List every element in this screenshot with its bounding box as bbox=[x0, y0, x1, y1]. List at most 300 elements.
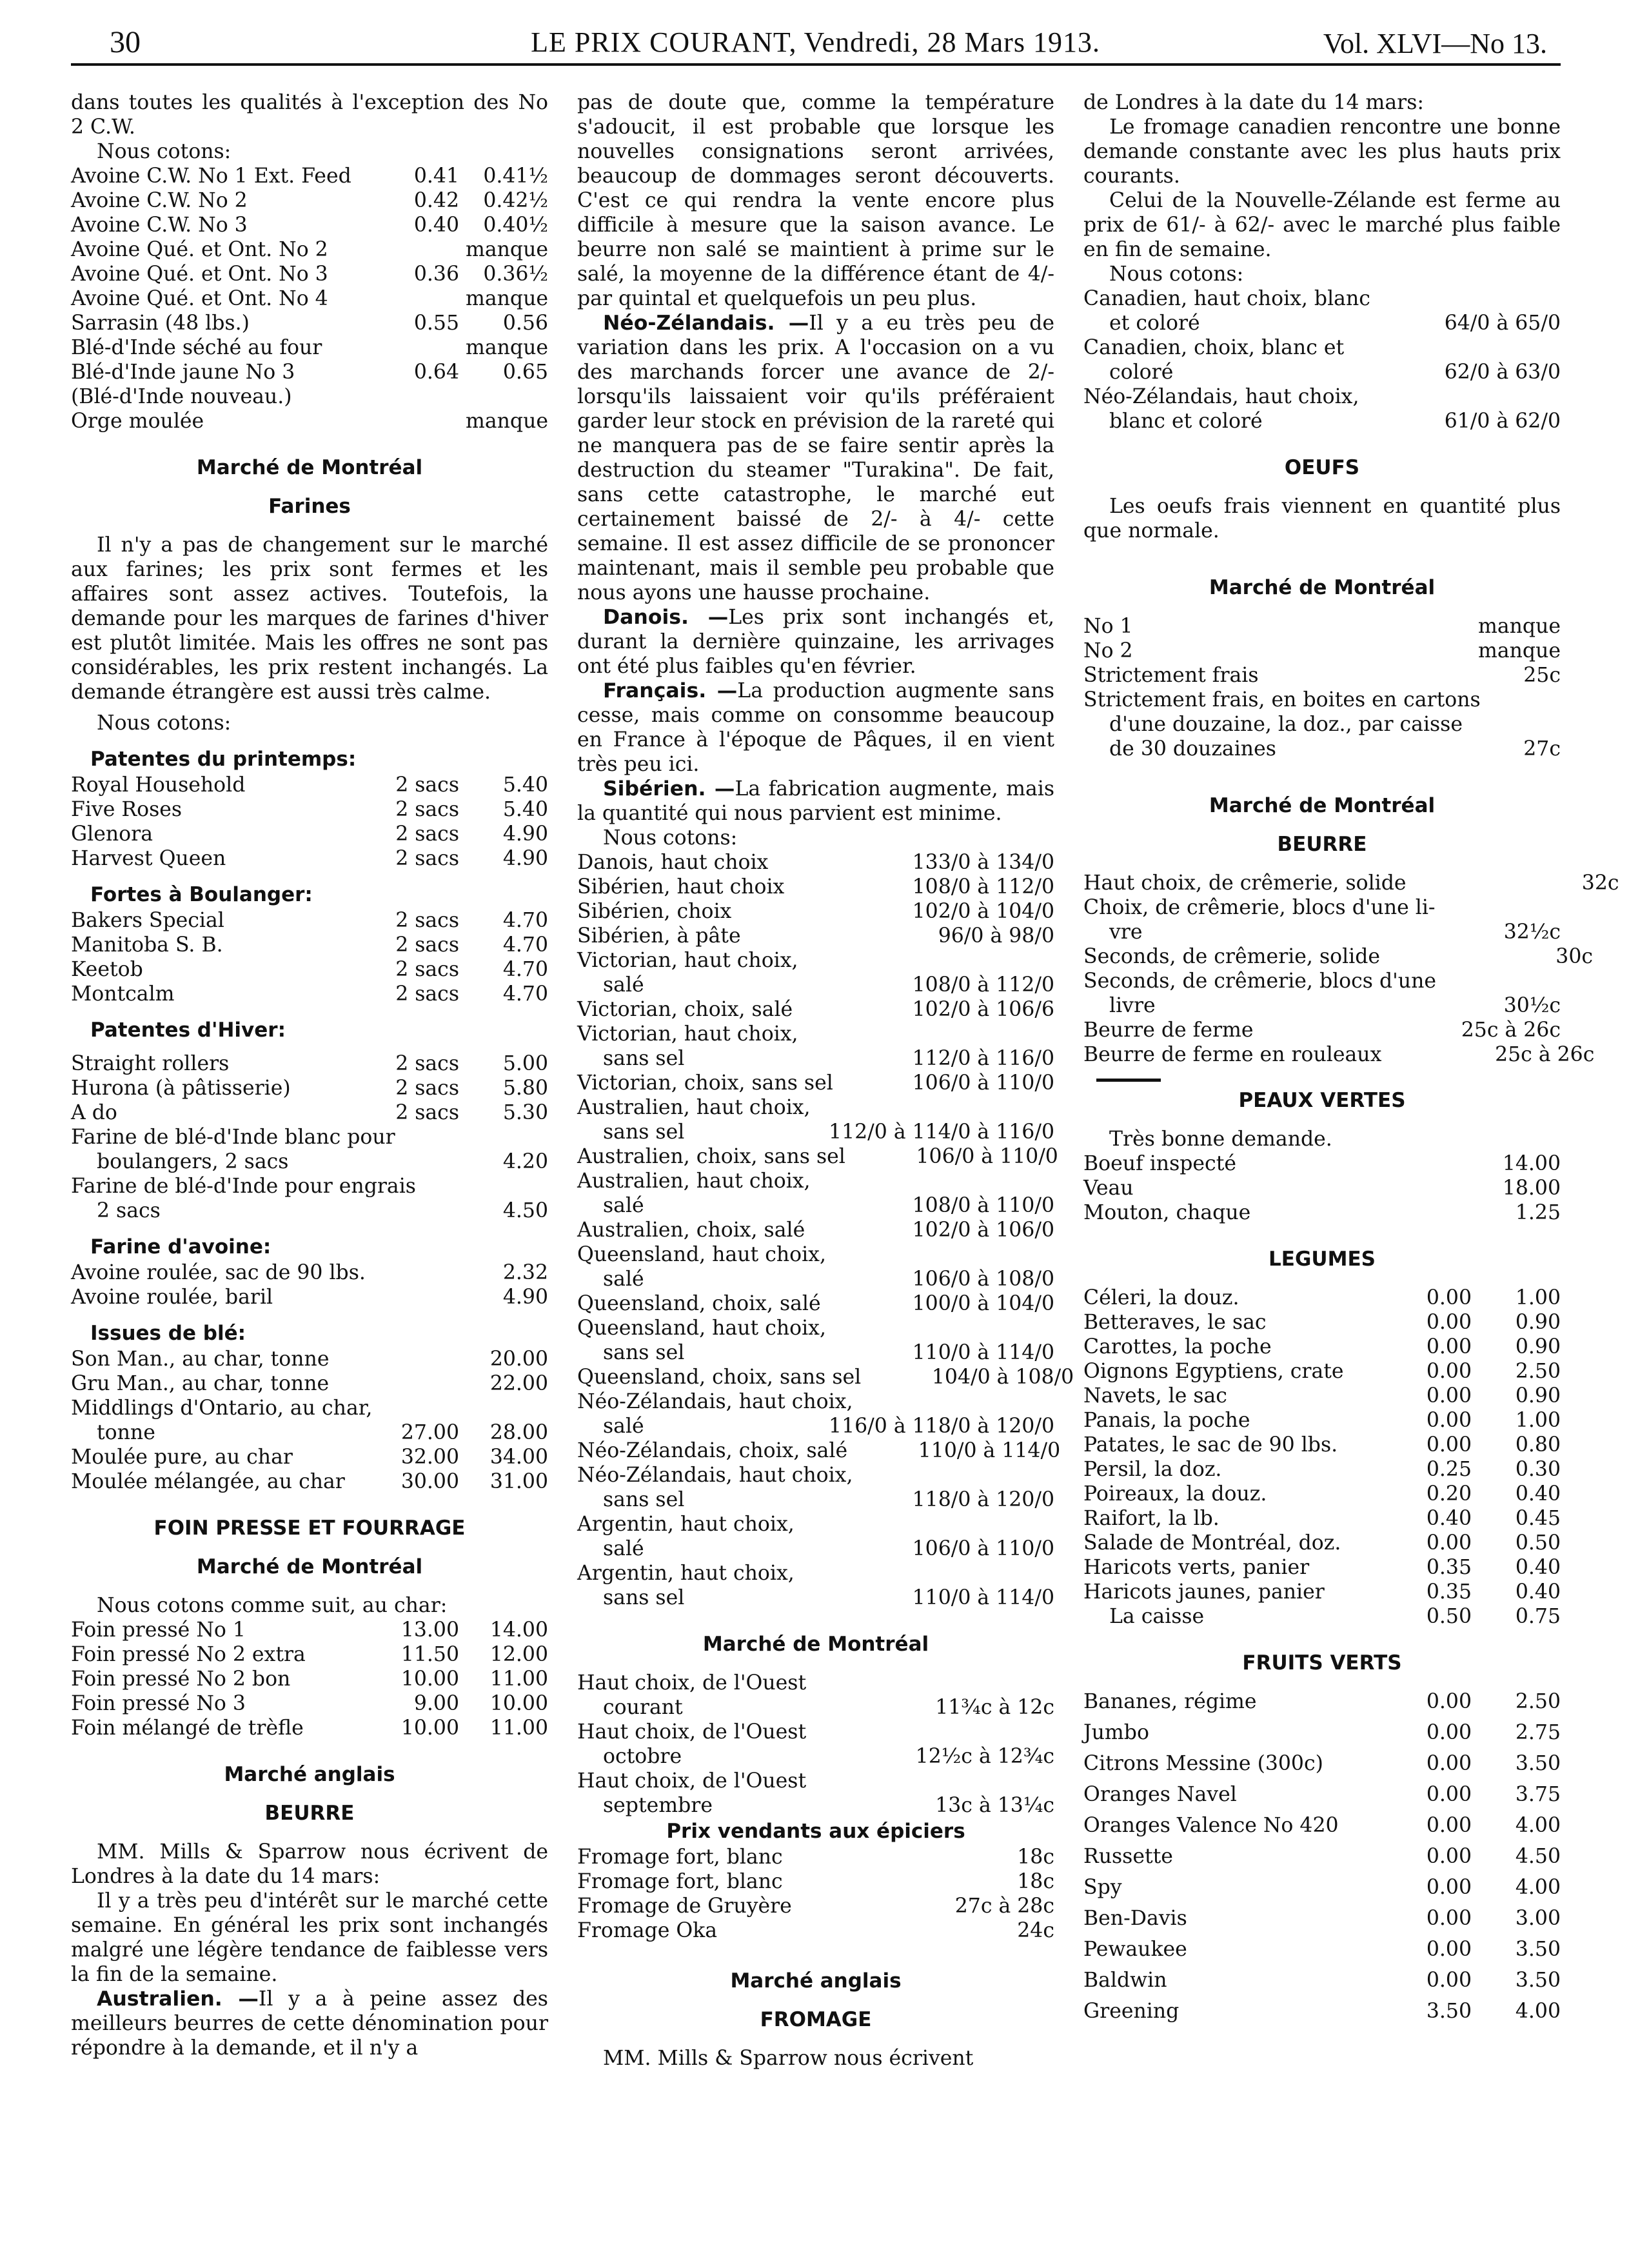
section-heading: Marché anglais bbox=[730, 1969, 902, 1993]
row-label: No 2 bbox=[1083, 639, 1133, 662]
row-price-high: 0.36½ bbox=[483, 263, 548, 286]
paragraph bbox=[71, 1987, 548, 2060]
row-price bbox=[1370, 286, 1583, 311]
row-label: sans sel bbox=[603, 1120, 685, 1144]
row-label: sans sel bbox=[603, 1341, 685, 1364]
row-price-low: 0.00 bbox=[1426, 1409, 1472, 1432]
row-price-low bbox=[364, 237, 466, 262]
row-label: sans sel bbox=[603, 1488, 685, 1511]
section-heading: Prix vendants aux épiciers bbox=[666, 1820, 965, 1843]
subheading: Patentes d'Hiver: bbox=[90, 1019, 286, 1042]
row-price-low: 0.36 bbox=[413, 263, 459, 286]
row-price: manque bbox=[1477, 615, 1561, 638]
lead-in: Français. — bbox=[603, 679, 738, 702]
paragraph: MM. Mills & Sparrow nous écrivent de Londres à la date du 14 mars: bbox=[71, 1840, 548, 1888]
row-price: 13c à 13¼c bbox=[935, 1794, 1054, 1817]
row-label: Carottes, la poche bbox=[1083, 1335, 1272, 1358]
price-row bbox=[71, 1051, 548, 1076]
price-row bbox=[577, 1340, 1054, 1365]
price-row bbox=[577, 1561, 1054, 1586]
price-row bbox=[71, 822, 548, 846]
price-row bbox=[577, 1894, 1054, 1918]
row-label: Queensland, haut choix, bbox=[577, 1243, 826, 1266]
row-price-low: 2 sacs bbox=[395, 798, 459, 821]
price-row bbox=[1083, 1042, 1595, 1067]
newspaper-title: LE PRIX COURANT, Vendredi, 28 Mars 1913. bbox=[531, 26, 1100, 58]
price-row bbox=[577, 1463, 1054, 1487]
price-row bbox=[1083, 1813, 1561, 1838]
row-label: Glenora bbox=[71, 822, 153, 846]
row-price-high: 3.50 bbox=[1515, 1752, 1561, 1775]
price-row bbox=[577, 1414, 1054, 1438]
price-row bbox=[1083, 1604, 1561, 1629]
price-row bbox=[1083, 1384, 1561, 1408]
price-row bbox=[577, 1169, 1054, 1193]
row-price: 110/0 à 114/0 bbox=[912, 1586, 1054, 1609]
price-row bbox=[577, 1695, 1054, 1720]
row-price-low: 11.50 bbox=[400, 1643, 459, 1666]
price-row bbox=[1083, 1844, 1561, 1869]
price-row bbox=[71, 213, 548, 237]
row-label: Haricots jaunes, panier bbox=[1083, 1580, 1325, 1604]
row-label: Hurona (à pâtisserie) bbox=[71, 1077, 291, 1100]
row-label: Oignons Egyptiens, crate bbox=[1083, 1360, 1344, 1383]
row-price: 32c bbox=[1581, 871, 1619, 895]
price-row bbox=[71, 335, 548, 360]
price-row bbox=[1083, 944, 1594, 969]
farine-ble-blanc bbox=[71, 1125, 548, 1174]
price-row bbox=[1083, 1506, 1561, 1531]
row-label: Seconds, de crêmerie, solide bbox=[1083, 945, 1381, 968]
price-list-oeufs bbox=[1083, 614, 1561, 688]
row-price-high: 0.41½ bbox=[483, 164, 548, 188]
price-list-peaux bbox=[1083, 1151, 1561, 1225]
section-heading: Marché de Montréal bbox=[196, 1555, 423, 1578]
row-label: Australien, haut choix, bbox=[577, 1169, 811, 1193]
row-price-high: 5.40 bbox=[502, 773, 548, 797]
row-price-low: 0.50 bbox=[1426, 1605, 1472, 1628]
row-label: Jumbo bbox=[1083, 1721, 1149, 1744]
row-label: Avoine Qué. et Ont. No 3 bbox=[71, 263, 328, 286]
lead-in: Danois. — bbox=[603, 606, 729, 629]
price-row bbox=[71, 1285, 548, 1309]
column-1 bbox=[71, 90, 548, 2060]
row-label: tonne bbox=[97, 1421, 155, 1444]
row-price: 27c à 28c bbox=[954, 1895, 1054, 1918]
row-price-high: 1.00 bbox=[1515, 1409, 1561, 1432]
row-label: Néo-Zélandais, haut choix, bbox=[577, 1464, 853, 1487]
row-price-low: 0.40 bbox=[1426, 1507, 1472, 1530]
row-price: 18c bbox=[1017, 1845, 1054, 1869]
row-label: Middlings d'Ontario, au char, bbox=[71, 1397, 373, 1420]
row-price bbox=[842, 948, 1054, 973]
price-row bbox=[577, 997, 1054, 1022]
row-price-high: 0.80 bbox=[1515, 1433, 1561, 1457]
row-price: 25c à 26c bbox=[1495, 1043, 1595, 1066]
price-row bbox=[71, 311, 548, 335]
price-list-beurre-londres bbox=[577, 850, 1074, 1610]
price-row bbox=[1083, 1408, 1561, 1433]
price-row bbox=[71, 933, 548, 957]
price-row bbox=[577, 1438, 1061, 1463]
row-label: septembre bbox=[603, 1794, 713, 1817]
price-row bbox=[1083, 1335, 1561, 1359]
row-label: Farine de blé-d'Inde pour engrais bbox=[71, 1175, 416, 1198]
row-label: (Blé-d'Inde nouveau.) bbox=[71, 385, 292, 408]
price-row bbox=[71, 409, 548, 433]
row-label: salé bbox=[603, 973, 644, 997]
row-label: Montcalm bbox=[71, 982, 175, 1006]
row-price: manque bbox=[1477, 639, 1561, 662]
row-price-low: 0.00 bbox=[1426, 1752, 1472, 1775]
row-label: A do bbox=[71, 1101, 117, 1124]
price-row bbox=[1083, 993, 1561, 1018]
row-price-low: 9.00 bbox=[413, 1692, 459, 1715]
paragraph: dans toutes les qualités à l'exception des No 2 C.W. bbox=[71, 91, 548, 139]
price-row bbox=[1083, 1999, 1561, 2024]
paragraph: Nous cotons: bbox=[1109, 263, 1244, 286]
row-price-high: 2.75 bbox=[1515, 1721, 1561, 1744]
row-price-high: 3.00 bbox=[1515, 1907, 1561, 1930]
price-row bbox=[577, 1242, 1054, 1267]
price-row bbox=[71, 188, 548, 213]
row-price: 106/0 à 110/0 bbox=[916, 1145, 1058, 1168]
row-price-high: 0.90 bbox=[1515, 1311, 1561, 1334]
price-row bbox=[577, 1365, 1074, 1389]
row-price-high: 4.00 bbox=[1515, 1814, 1561, 1837]
row-price: 112/0 à 116/0 bbox=[912, 1047, 1054, 1070]
row-price: 24c bbox=[1017, 1919, 1054, 1942]
price-list-fortes bbox=[71, 908, 548, 1006]
row-label: Salade de Montréal, doz. bbox=[1083, 1531, 1341, 1555]
price-row bbox=[577, 1671, 1054, 1695]
row-price-high: 4.50 bbox=[1515, 1845, 1561, 1868]
price-row bbox=[71, 797, 548, 822]
row-label: Céleri, la douz. bbox=[1083, 1286, 1239, 1309]
row-price: 30½c bbox=[1503, 994, 1561, 1017]
price-list-beurre bbox=[1083, 871, 1619, 1067]
row-label: salé bbox=[603, 1415, 644, 1438]
row-label: Foin pressé No 3 bbox=[71, 1692, 246, 1715]
row-label: Royal Household bbox=[71, 773, 246, 797]
price-row bbox=[577, 1512, 1054, 1537]
price-list-moulee bbox=[71, 1445, 548, 1494]
row-price-low: 0.41 bbox=[413, 164, 459, 188]
row-price-low: 2 sacs bbox=[395, 958, 459, 981]
paragraph: Il y a très peu d'intérêt sur le marché cette semaine. En général les prix sont inchangés malgré une légère tendance de faiblesse vers la fin de la semaine. bbox=[71, 1889, 548, 1986]
row-label: Sibérien, à pâte bbox=[577, 924, 741, 948]
row-price-low: 0.20 bbox=[1426, 1482, 1472, 1506]
row-label: Blé-d'Inde jaune No 3 bbox=[71, 361, 295, 384]
row-price-low: 0.00 bbox=[1426, 1907, 1472, 1930]
price-row bbox=[1083, 1875, 1561, 1900]
row-label: Gru Man., au char, tonne bbox=[71, 1372, 330, 1395]
section-heading: Marché de Montréal bbox=[196, 456, 423, 479]
paragraph: Il n'y a pas de changement sur le marché aux farines; les prix sont fermes et les affaires sont assez actives. Toutefois, la demande pour les marques de farines d'hiver est plutôt limitée. Mais les offres ne sont pas considérables, les prix restent inchangés. La demande étrangère est aussi très calme. bbox=[71, 533, 548, 704]
row-price-low: 0.35 bbox=[1426, 1556, 1472, 1579]
row-label: Betteraves, le sac bbox=[1083, 1311, 1267, 1334]
row-price bbox=[853, 1463, 1065, 1487]
price-row bbox=[1083, 384, 1561, 409]
paragraph: Nous cotons: bbox=[97, 711, 232, 735]
row-label: Victorian, choix, salé bbox=[577, 998, 793, 1021]
row-label: Foin pressé No 2 extra bbox=[71, 1643, 306, 1666]
row-price-high: 0.90 bbox=[1515, 1384, 1561, 1408]
row-price: 96/0 à 98/0 bbox=[938, 924, 1054, 948]
row-label: coloré bbox=[1109, 361, 1174, 384]
row-label: Haut choix, de l'Ouest bbox=[577, 1671, 807, 1695]
row-price-high: 2.32 bbox=[502, 1261, 548, 1284]
row-price: 102/0 à 104/0 bbox=[912, 900, 1054, 923]
price-row bbox=[71, 1445, 548, 1469]
row-price-high: manque bbox=[465, 238, 548, 261]
price-row bbox=[71, 1347, 548, 1371]
row-price-low: 0.00 bbox=[1426, 1969, 1472, 1992]
price-row bbox=[1083, 871, 1619, 895]
row-price-low: 0.64 bbox=[413, 361, 459, 384]
row-label: Keetob bbox=[71, 958, 143, 981]
row-price-low: 0.00 bbox=[1426, 1814, 1472, 1837]
row-price-high: 22.00 bbox=[489, 1372, 548, 1395]
price-row bbox=[1083, 895, 1561, 920]
row-label: Fromage de Gruyère bbox=[577, 1895, 792, 1918]
price-row bbox=[71, 286, 548, 311]
row-price-low: 0.25 bbox=[1426, 1458, 1472, 1481]
row-price-high: 4.70 bbox=[502, 982, 548, 1006]
row-label: boulangers, 2 sacs bbox=[97, 1150, 289, 1173]
row-label: Baldwin bbox=[1083, 1969, 1167, 1992]
row-label: Straight rollers bbox=[71, 1052, 230, 1075]
row-price-high: 4.00 bbox=[1515, 1876, 1561, 1899]
row-label: Son Man., au char, tonne bbox=[71, 1348, 330, 1371]
row-label: Moulée mélangée, au char bbox=[71, 1470, 345, 1493]
row-price-high: 34.00 bbox=[489, 1446, 548, 1469]
paragraph: Celui de la Nouvelle-Zélande est ferme au prix de 61/- à 62/- avec le marché plus faible en fin de semaine. bbox=[1083, 189, 1561, 261]
row-price-high: 12.00 bbox=[489, 1643, 548, 1666]
paragraph-text: La production augmente sans cesse, mais comme on consomme beaucoup en France à l'époque de Pâques, il en vient très peu ici. bbox=[577, 679, 1054, 776]
row-label: Navets, le sac bbox=[1083, 1384, 1227, 1408]
row-price bbox=[853, 1389, 1065, 1414]
row-price-low: 2 sacs bbox=[395, 1101, 459, 1124]
price-row bbox=[577, 875, 1054, 899]
row-price-low: 0.00 bbox=[1426, 1845, 1472, 1868]
row-label: Canadien, choix, blanc et bbox=[1083, 336, 1345, 359]
row-price-low: 2 sacs bbox=[395, 909, 459, 932]
column-2 bbox=[577, 90, 1074, 2071]
price-row bbox=[1083, 409, 1561, 433]
paragraph: Très bonne demande. bbox=[1109, 1128, 1332, 1151]
row-price: 106/0 à 108/0 bbox=[912, 1268, 1054, 1291]
price-row bbox=[1083, 1457, 1561, 1482]
row-price-low: 10.00 bbox=[400, 1667, 459, 1691]
row-price-low: 27.00 bbox=[400, 1421, 459, 1444]
row-price bbox=[842, 1316, 1054, 1340]
row-label: Queensland, choix, salé bbox=[577, 1292, 821, 1315]
price-row bbox=[1083, 1176, 1561, 1200]
paragraph: Nous cotons comme suit, au char: bbox=[97, 1594, 448, 1617]
row-price: 64/0 à 65/0 bbox=[1444, 312, 1561, 335]
row-price-high: 4.70 bbox=[502, 933, 548, 957]
page-number: 30 bbox=[110, 25, 141, 59]
row-label: Bakers Special bbox=[71, 909, 224, 932]
row-price-high: 0.42½ bbox=[483, 189, 548, 212]
price-row bbox=[71, 908, 548, 933]
row-price-high: 5.40 bbox=[502, 798, 548, 821]
column-3 bbox=[1083, 90, 1619, 2030]
price-row bbox=[1083, 1968, 1561, 1993]
row-label: Victorian, haut choix, bbox=[577, 949, 798, 972]
row-price-high bbox=[471, 384, 548, 409]
row-label: Haut choix, de l'Ouest bbox=[577, 1720, 807, 1744]
price-row bbox=[1083, 1906, 1561, 1931]
price-row bbox=[1083, 1482, 1561, 1506]
row-label: Fromage fort, blanc bbox=[577, 1870, 783, 1893]
row-label: Australien, choix, salé bbox=[577, 1219, 805, 1242]
row-label: Néo-Zélandais, choix, salé bbox=[577, 1439, 848, 1462]
row-price bbox=[842, 1095, 1054, 1120]
row-price bbox=[1348, 335, 1561, 360]
row-price bbox=[842, 1671, 1054, 1695]
section-heading: BEURRE bbox=[264, 1802, 355, 1825]
row-price-high: 3.50 bbox=[1515, 1938, 1561, 1961]
paragraph-text: Il y a à peine assez des meilleurs beurres de cette dénomination pour répondre à la demande, et il n'y a bbox=[71, 1987, 548, 2060]
row-label: Farine de blé-d'Inde blanc pour bbox=[71, 1126, 395, 1149]
row-price: 14.00 bbox=[1502, 1152, 1561, 1175]
row-price-low bbox=[364, 286, 466, 311]
price-row bbox=[1083, 1433, 1561, 1457]
row-label: Sarrasin (48 lbs.) bbox=[71, 312, 250, 335]
row-price-high: 31.00 bbox=[489, 1470, 548, 1493]
row-price bbox=[1359, 384, 1572, 409]
header-rule bbox=[71, 63, 1561, 66]
row-label: Poireaux, la douz. bbox=[1083, 1482, 1267, 1506]
section-heading: FRUITS VERTS bbox=[1242, 1651, 1402, 1675]
price-row bbox=[71, 237, 548, 262]
price-row bbox=[1083, 614, 1561, 639]
row-price-low: 0.00 bbox=[1426, 1384, 1472, 1408]
row-label: Avoine Qué. et Ont. No 4 bbox=[71, 287, 328, 310]
paragraph: de Londres à la date du 14 mars: bbox=[1083, 91, 1424, 114]
row-price-high: 0.65 bbox=[502, 361, 548, 384]
row-price-high: 0.30 bbox=[1515, 1458, 1561, 1481]
row-price: 110/0 à 114/0 bbox=[912, 1341, 1054, 1364]
row-price: 112/0 à 114/0 à 116/0 bbox=[829, 1120, 1054, 1144]
row-price-low bbox=[369, 384, 471, 409]
price-row bbox=[577, 1537, 1054, 1561]
price-row bbox=[1083, 1310, 1561, 1335]
row-price bbox=[842, 1512, 1054, 1537]
row-price: 102/0 à 106/6 bbox=[912, 998, 1054, 1021]
row-label: Foin mélangé de trèfle bbox=[71, 1716, 304, 1740]
row-label: salé bbox=[603, 1268, 644, 1291]
row-label: Oranges Valence No 420 bbox=[1083, 1814, 1339, 1837]
row-price-high: 20.00 bbox=[489, 1348, 548, 1371]
price-row bbox=[577, 1022, 1054, 1046]
price-row bbox=[577, 1046, 1054, 1071]
price-row bbox=[1083, 1200, 1561, 1225]
row-label: Avoine roulée, baril bbox=[71, 1286, 273, 1309]
price-list-avoine bbox=[71, 164, 548, 433]
row-price: 108/0 à 112/0 bbox=[912, 875, 1054, 899]
row-label: Argentin, haut choix, bbox=[577, 1513, 795, 1536]
row-price: 118/0 à 120/0 bbox=[912, 1488, 1054, 1511]
row-price-low: 0.00 bbox=[1426, 1938, 1472, 1961]
row-price-high: 10.00 bbox=[489, 1692, 548, 1715]
price-row bbox=[1083, 1018, 1561, 1042]
price-row bbox=[1083, 663, 1561, 688]
row-price-high: 0.40 bbox=[1515, 1556, 1561, 1579]
price-row bbox=[71, 773, 548, 797]
row-price-high: 28.00 bbox=[489, 1421, 548, 1444]
row-price-low: 30.00 bbox=[400, 1470, 459, 1493]
row-price: 106/0 à 110/0 bbox=[912, 1071, 1054, 1095]
price-row bbox=[577, 1389, 1054, 1414]
price-row bbox=[1083, 1751, 1561, 1776]
row-price bbox=[1436, 969, 1649, 993]
row-label: Canadien, haut choix, blanc bbox=[1083, 287, 1370, 310]
row-label: livre bbox=[1109, 994, 1156, 1017]
lead-in: Australien. — bbox=[97, 1987, 259, 2011]
lead-in: Néo-Zélandais. — bbox=[603, 312, 809, 335]
row-label: Haut choix, de l'Ouest bbox=[577, 1769, 807, 1793]
price-row bbox=[577, 850, 1054, 875]
row-label: Strictement frais bbox=[1083, 664, 1259, 687]
price-row bbox=[71, 1618, 548, 1642]
row-price: 61/0 à 62/0 bbox=[1444, 410, 1561, 433]
price-row bbox=[577, 1845, 1054, 1869]
row-price-low: 2 sacs bbox=[395, 1077, 459, 1100]
paragraph: Le fromage canadien rencontre une bonne demande constante avec les plus hauts prix courants. bbox=[1083, 115, 1561, 188]
row-price-high: 0.75 bbox=[1515, 1605, 1561, 1628]
row-price-high: 3.75 bbox=[1515, 1783, 1561, 1806]
paragraph-text: La fabrication augmente, mais la quantité qui nous parvient est minime. bbox=[577, 777, 1054, 825]
row-label: sans sel bbox=[603, 1047, 685, 1070]
paragraph bbox=[577, 679, 1054, 777]
price-row bbox=[1083, 1580, 1561, 1604]
price-row bbox=[577, 1586, 1054, 1610]
section-heading: OEUFS bbox=[1284, 456, 1360, 479]
row-label: Argentin, haut choix, bbox=[577, 1562, 795, 1585]
price-row bbox=[577, 1144, 1058, 1169]
row-label: Persil, la doz. bbox=[1083, 1458, 1222, 1481]
row-price-low bbox=[369, 1260, 471, 1285]
row-price-high: 0.45 bbox=[1515, 1507, 1561, 1530]
row-price: 4.20 bbox=[502, 1150, 548, 1173]
row-price: 25c bbox=[1523, 664, 1561, 687]
price-row bbox=[577, 1918, 1054, 1943]
price-row bbox=[577, 1095, 1054, 1120]
row-label: Mouton, chaque bbox=[1083, 1201, 1251, 1224]
row-label: Néo-Zélandais, haut choix, bbox=[1083, 385, 1359, 408]
paragraph bbox=[577, 311, 1054, 605]
row-label: Avoine C.W. No 2 bbox=[71, 189, 248, 212]
price-row bbox=[1083, 920, 1561, 944]
row-price-high: 4.70 bbox=[502, 958, 548, 981]
row-label: La caisse bbox=[1109, 1605, 1205, 1628]
row-price-high: 4.90 bbox=[502, 822, 548, 846]
row-price bbox=[842, 1769, 1054, 1793]
volume-number: Vol. XLVI—No 13. bbox=[1323, 28, 1547, 59]
row-label: Beurre de ferme bbox=[1083, 1019, 1254, 1042]
price-row bbox=[71, 1469, 548, 1494]
price-list-epiciers bbox=[577, 1845, 1054, 1943]
price-row bbox=[71, 846, 548, 871]
price-row bbox=[71, 1076, 548, 1100]
price-row bbox=[577, 1869, 1054, 1894]
row-label: Victorian, choix, sans sel bbox=[577, 1071, 833, 1095]
price-row bbox=[1083, 1689, 1561, 1714]
row-price: 110/0 à 114/0 bbox=[918, 1439, 1061, 1462]
